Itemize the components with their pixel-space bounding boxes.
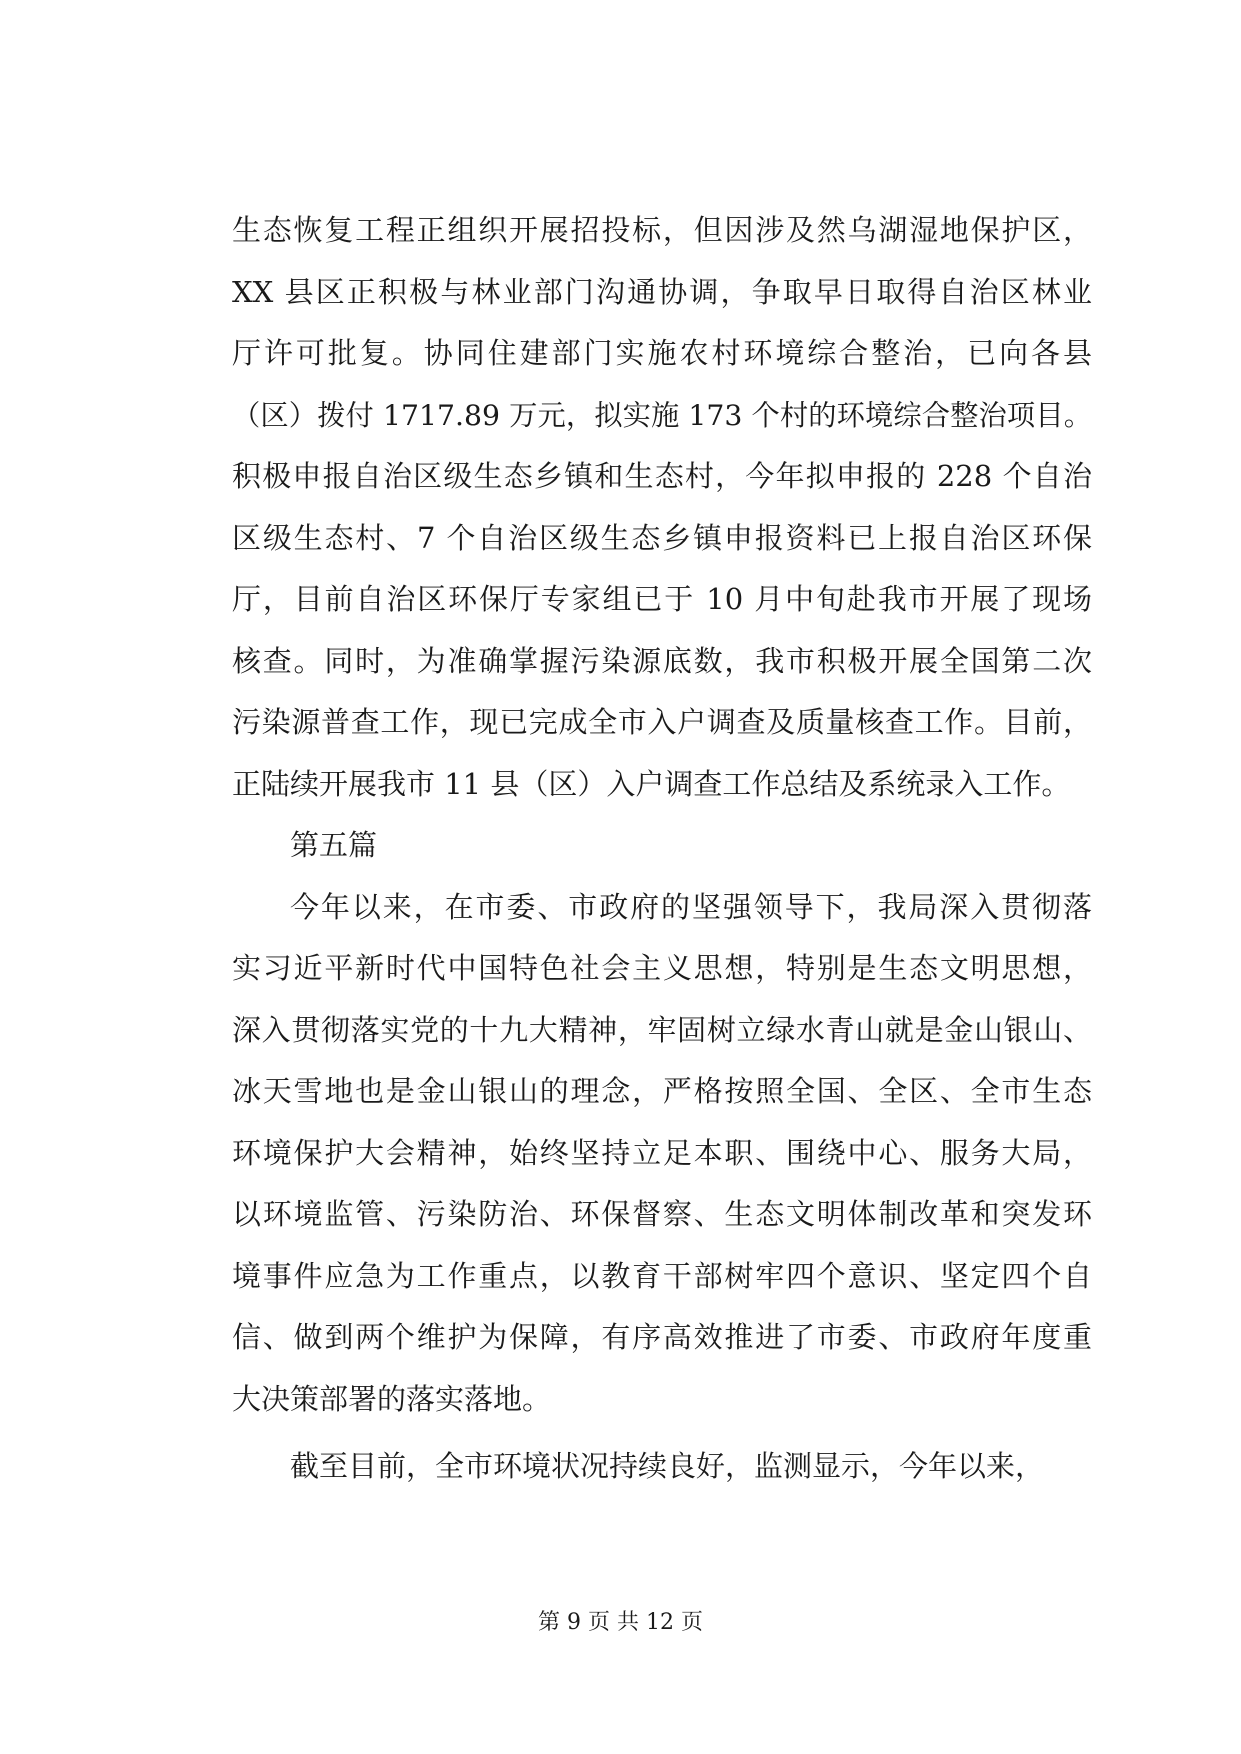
text-line: 厅，目前自治区环保厅专家组已于 10 月中旬赴我市开展了现场 — [232, 582, 1092, 616]
text-line: 截至目前，全市环境状况持续良好，监测显示，今年以来， — [290, 1449, 1045, 1483]
text-line: 生态恢复工程正组织开展招投标，但因涉及然乌湖湿地保护区， — [232, 213, 1092, 247]
paragraph-summary-intro — [232, 877, 1092, 1431]
text-line: 区级生态村、7 个自治区级生态乡镇申报资料已上报自治区环保 — [232, 520, 1092, 555]
text-line: 境事件应急为工作重点，以教育干部树牢四个意识、坚定四个自 — [232, 1258, 1092, 1293]
text-line: XX 县区正积极与林业部门沟通协调，争取早日取得自治区林业 — [232, 274, 1092, 309]
text-line: 深入贯彻落实党的十九大精神，牢固树立绿水青山就是金山银山、 — [232, 1012, 1092, 1047]
text-line: 正陆续开展我市 11 县（区）入户调查工作总结及系统录入工作。 — [232, 766, 1071, 801]
document-body — [232, 200, 1092, 1498]
text-line: 信、做到两个维护为保障，有序高效推进了市委、市政府年度重 — [232, 1320, 1092, 1354]
section-heading-text: 第五篇 — [290, 828, 378, 862]
page-footer — [0, 1608, 1241, 1638]
text-line: 今年以来，在市委、市政府的坚强领导下，我局深入贯彻落 — [290, 889, 1092, 924]
text-line: 以环境监管、污染防治、环保督察、生态文明体制改革和突发环 — [232, 1197, 1092, 1231]
text-line: （区）拨付 1717.89 万元，拟实施 173 个村的环境综合整治项目。 — [232, 398, 1092, 432]
text-line: 厅许可批复。协同住建部门实施农村环境综合整治，已向各县 — [232, 336, 1092, 370]
text-line: 冰天雪地也是金山银山的理念，严格按照全国、全区、全市生态 — [232, 1074, 1092, 1108]
text-line: 环境保护大会精神，始终坚持立足本职、围绕中心、服务大局， — [232, 1135, 1092, 1170]
paragraph-ecology-projects — [232, 200, 1092, 815]
text-line: 积极申报自治区级生态乡镇和生态村，今年拟申报的 228 个自治 — [232, 459, 1092, 493]
section-heading — [232, 815, 1092, 877]
paragraph-environment-status — [232, 1436, 1092, 1498]
text-line: 实习近平新时代中国特色社会主义思想，特别是生态文明思想， — [232, 951, 1092, 985]
text-line: 大决策部署的落实落地。 — [232, 1381, 552, 1416]
text-line: 核查。同时，为准确掌握污染源底数，我市积极开展全国第二次 — [232, 643, 1092, 678]
page-number-label: 第 9 页 共 12 页 — [538, 1610, 703, 1635]
text-line: 污染源普查工作，现已完成全市入户调查及质量核查工作。目前， — [232, 705, 1092, 739]
